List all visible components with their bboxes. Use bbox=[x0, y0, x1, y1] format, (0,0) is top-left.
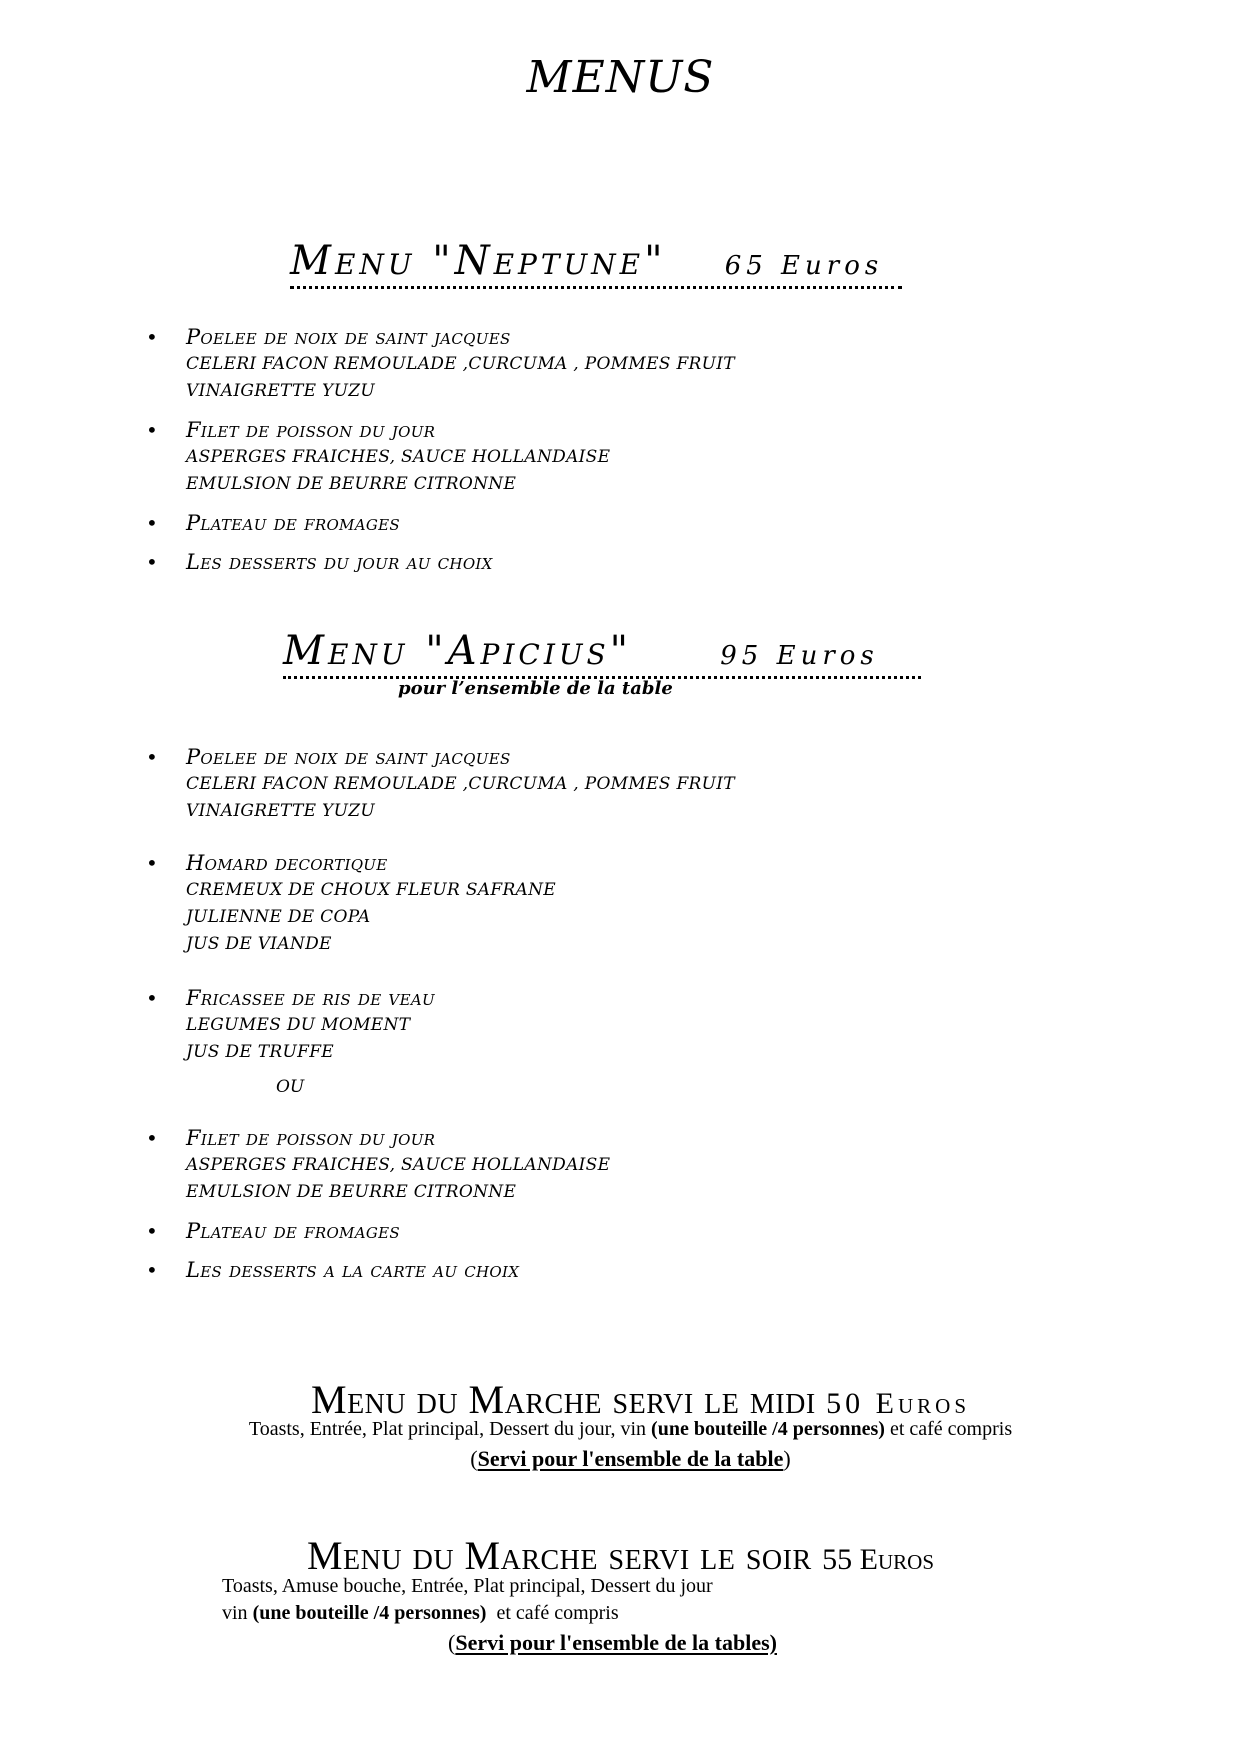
menu-marche-soir-name: Menu du Marche servi le soir bbox=[306, 1533, 812, 1578]
dish-detail: CELERI FACON REMOULADE ,CURCUMA , POMMES FRUIT bbox=[186, 774, 735, 794]
description-bold: (une bouteille /4 personnes) bbox=[252, 1602, 487, 1624]
paren: ) bbox=[783, 1446, 791, 1471]
description-text: et café compris bbox=[486, 1602, 619, 1624]
dish-detail: VINAIGRETTE YUZU bbox=[186, 381, 375, 401]
page-title: MENUS bbox=[526, 52, 715, 103]
menu-apicius-header bbox=[283, 628, 921, 679]
note-underlined: Servi pour l'ensemble de la tables) bbox=[455, 1630, 777, 1655]
dish-name: Fricassee de ris de veau bbox=[186, 986, 435, 1010]
menu-marche-soir-header bbox=[0, 1532, 1241, 1579]
dish-detail: JUS DE VIANDE bbox=[186, 934, 332, 954]
menu-apicius-note: pour l’ensemble de la table bbox=[398, 678, 673, 699]
bullet-icon: • bbox=[146, 1258, 158, 1282]
description-bold: (une bouteille /4 personnes) bbox=[651, 1418, 885, 1440]
dish-name: Les desserts a la carte au choix bbox=[186, 1258, 520, 1282]
dish-name: Les desserts du jour au choix bbox=[186, 550, 493, 574]
menu-marche-midi-header bbox=[20, 1376, 1241, 1423]
bullet-icon: • bbox=[146, 418, 158, 442]
menu-marche-soir-line2 bbox=[222, 1602, 619, 1625]
menu-marche-midi-description bbox=[0, 1418, 1241, 1441]
dish-detail: JUS DE TRUFFE bbox=[186, 1042, 335, 1062]
dish-name: Plateau de fromages bbox=[186, 1219, 400, 1243]
dish-name: Filet de poisson du jour bbox=[186, 1126, 436, 1150]
menu-marche-midi-name: Menu du Marche servi le midi bbox=[311, 1377, 816, 1422]
menu-neptune-header bbox=[290, 238, 902, 289]
menu-neptune-name: Menu "Neptune" bbox=[290, 238, 667, 284]
dish-detail: CELERI FACON REMOULADE ,CURCUMA , POMMES FRUIT bbox=[186, 354, 735, 374]
dish-detail: JULIENNE DE COPA bbox=[186, 907, 371, 927]
dish-name: Poelee de noix de saint jacques bbox=[186, 325, 511, 349]
or-separator: OU bbox=[276, 1077, 305, 1097]
dish-name: Filet de poisson du jour bbox=[186, 418, 436, 442]
bullet-icon: • bbox=[146, 1126, 158, 1150]
menu-apicius-price: 95 Euros bbox=[720, 641, 879, 671]
dish-detail: EMULSION DE BEURRE CITRONNE bbox=[186, 474, 517, 494]
dish-detail: EMULSION DE BEURRE CITRONNE bbox=[186, 1182, 517, 1202]
menu-marche-soir-note bbox=[448, 1630, 777, 1656]
dish-detail: VINAIGRETTE YUZU bbox=[186, 801, 375, 821]
menu-marche-midi-price: 50 Euros bbox=[826, 1387, 970, 1420]
menu-apicius-name: Menu "Apicius" bbox=[283, 628, 633, 674]
bullet-icon: • bbox=[146, 986, 158, 1010]
bullet-icon: • bbox=[146, 1219, 158, 1243]
bullet-icon: • bbox=[146, 550, 158, 574]
description-text: et café compris bbox=[884, 1418, 1013, 1440]
dish-detail: LEGUMES DU MOMENT bbox=[186, 1015, 411, 1035]
menu-marche-soir-line1: Toasts, Amuse bouche, Entrée, Plat principal, Dessert du jour bbox=[222, 1575, 713, 1597]
bullet-icon: • bbox=[146, 511, 158, 535]
dish-detail: ASPERGES FRAICHES, SAUCE HOLLANDAISE bbox=[186, 1155, 611, 1175]
paren: ( bbox=[470, 1446, 478, 1471]
paren: ( bbox=[448, 1630, 456, 1655]
bullet-icon: • bbox=[146, 745, 158, 769]
dish-name: Plateau de fromages bbox=[186, 511, 400, 535]
dish-name: Homard decortique bbox=[186, 851, 388, 875]
dish-name: Poelee de noix de saint jacques bbox=[186, 745, 511, 769]
description-text: Toasts, Entrée, Plat principal, Dessert du jour, vin bbox=[248, 1418, 652, 1440]
menu-neptune-price: 65 Euros bbox=[724, 251, 884, 281]
menu-marche-soir-price: 55 Euros bbox=[822, 1543, 934, 1576]
bullet-icon: • bbox=[146, 851, 158, 875]
dish-detail: ASPERGES FRAICHES, SAUCE HOLLANDAISE bbox=[186, 447, 611, 467]
menu-marche-midi-note bbox=[0, 1446, 1241, 1472]
bullet-icon: • bbox=[146, 325, 158, 349]
note-underlined: Servi pour l'ensemble de la table bbox=[477, 1446, 784, 1471]
dish-detail: CREMEUX DE CHOUX FLEUR SAFRANE bbox=[186, 880, 557, 900]
description-text: vin bbox=[222, 1602, 253, 1624]
